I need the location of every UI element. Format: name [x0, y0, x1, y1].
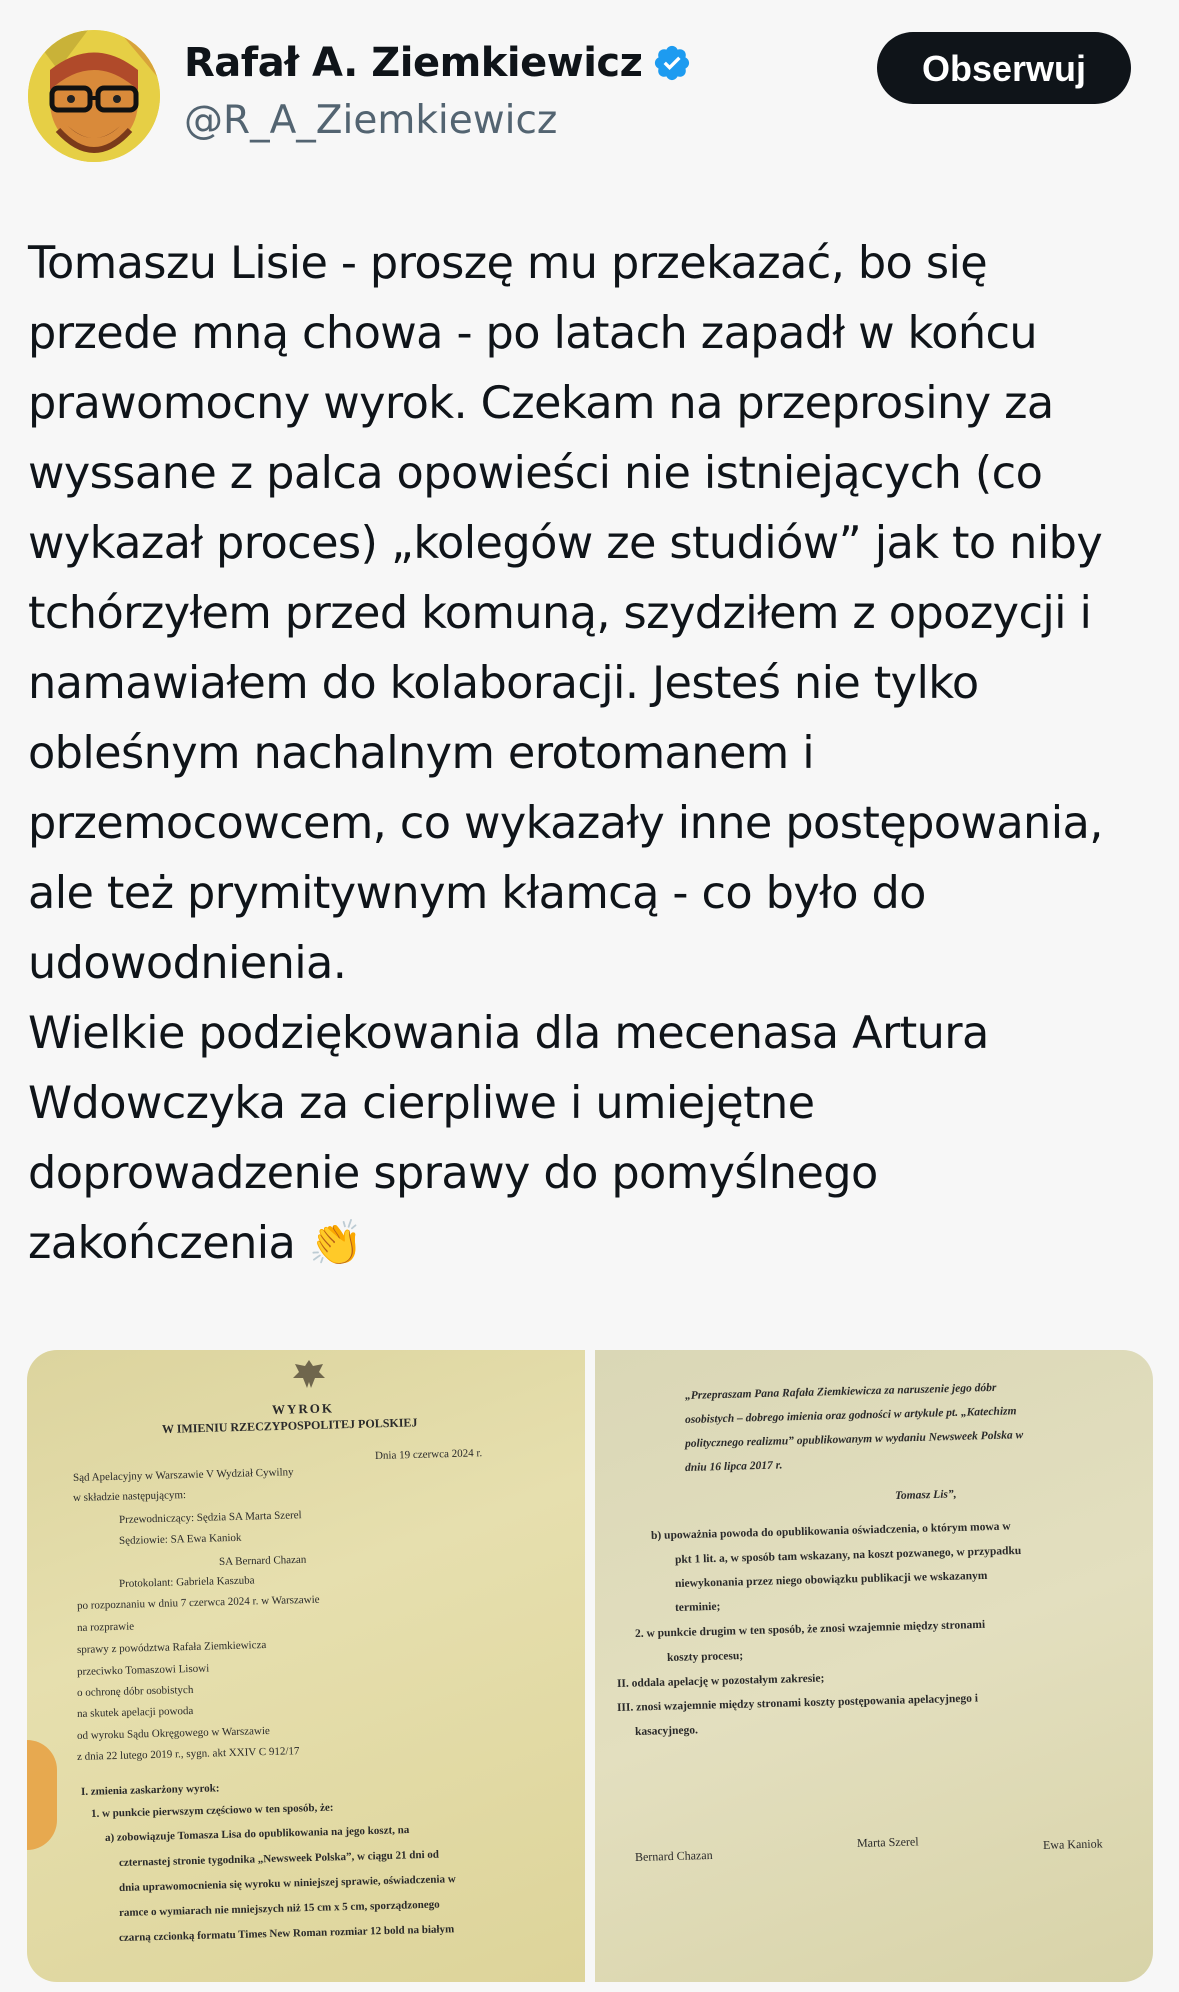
doc1-bold-line: dnia uprawomocnienia się wyroku w niniejszej sprawie, oświadczenia w — [118, 1873, 456, 1894]
caricature-avatar-icon — [28, 30, 160, 162]
tweet-text — [28, 228, 1158, 1279]
doc1-line: z dnia 22 lutego 2019 r., sygn. akt XXIV C 912/17 — [76, 1745, 300, 1763]
doc2-bold-line: 2. w punkcie drugim w ten sposób, że znosi wzajemnie między stronami — [634, 1618, 986, 1640]
doc2-judge: Ewa Kaniok — [1042, 1836, 1103, 1852]
follow-button[interactable]: Obserwuj — [877, 32, 1131, 104]
doc1-bold-line: ramce o wymiarach nie mniejszych niż 15 cm x 5 cm, sporządzonego — [118, 1898, 440, 1919]
doc1-line: po rozpoznaniu w dniu 7 czerwca 2024 r. w Warszawie — [76, 1593, 320, 1612]
doc1-line: przeciwko Tomaszowi Lisowi — [76, 1662, 210, 1678]
doc2-quote-line: politycznego realizmu” opublikowanym w wydaniu Newsweek Polska w — [684, 1429, 1024, 1450]
doc1-line: sprawy z powództwa Rafała Ziemkiewicza — [76, 1639, 267, 1656]
clapping-hands-emoji-icon: 👏 — [308, 1218, 364, 1269]
author-name[interactable]: Rafał A. Ziemkiewicz — [184, 40, 643, 86]
doc2-bold-line: b) upoważnia powoda do opublikowania oświadczenia, o którym mowa w — [650, 1520, 1011, 1542]
doc1-bold-line: 1. w punkcie pierwszym częściowo w ten sposób, że: — [90, 1801, 334, 1820]
doc2-judge: Bernard Chazan — [634, 1847, 713, 1864]
doc2-bold-line: II. oddala apelację w pozostałym zakresie; — [616, 1672, 825, 1690]
tweet-body: Tomaszu Lisie - proszę mu przekazać, bo się przede mną chowa - po latach zapadł w końcu prawomocny wyrok. Czekam na przeprosiny za wyssane z palca opowieści nie istniejących (co wykazał proces) „kolegów ze studiów” jak to niby tchórzyłem przed komuną, szydziłem z opozycji i namawiałem do kolaboracji. Jesteś nie tylko obleśnym nachalnym erotomanem i przemocowcem, co wykazały inne postępowania, ale też prymitywnym kłamcą - co było do udowodnienia. Wielkie podziękowania dla mecenasa Artura Wdowczyka za cierpliwe i umiejętne doprowadzenie sprawy do pomyślnego zakończenia — [28, 237, 1103, 1269]
author-handle[interactable]: @R_A_Ziemkiewicz — [184, 98, 558, 143]
doc2-bold-line: koszty procesu; — [666, 1650, 744, 1664]
judgment-photo-page-2[interactable] — [595, 1350, 1153, 1982]
finger-shape — [27, 1740, 57, 1850]
doc1-line: SA Bernard Chazan — [218, 1553, 307, 1568]
doc1-line: od wyroku Sądu Okręgowego w Warszawie — [76, 1724, 270, 1742]
author-name-row — [184, 40, 692, 86]
doc1-bold-line: a) zobowiązuje Tomasza Lisa do opublikowania na jego koszt, na — [104, 1824, 410, 1844]
doc1-line: o ochronę dóbr osobistych — [76, 1683, 194, 1699]
doc2-judge: Marta Szerel — [856, 1834, 919, 1850]
doc2-quote-line: „Przepraszam Pana Rafała Ziemkiewicza za naruszenie jego dóbr — [684, 1381, 997, 1402]
doc1-bold-line: czarną czcionką formatu Times New Roman rozmiar 12 bold na białym — [118, 1923, 455, 1944]
doc1-date: Dnia 19 czerwca 2024 r. — [374, 1447, 483, 1462]
doc1-line: w składzie następującym: — [72, 1489, 187, 1504]
tweet-media — [27, 1350, 1153, 1982]
doc1-line: Protokolant: Gabriela Kaszuba — [118, 1574, 255, 1590]
doc2-bold-line: niewykonania przez niego obowiązku publikacji we wskazanym — [674, 1569, 988, 1590]
doc1-title: WYROK — [271, 1400, 335, 1417]
doc2-signature: Tomasz Lis”, — [894, 1488, 957, 1502]
judgment-photo-page-1[interactable] — [27, 1350, 585, 1982]
doc1-bold-line: czternastej stronie tygodnika „Newsweek Polska”, w ciągu 21 dni od — [118, 1848, 440, 1869]
doc2-bold-line: pkt 1 lit. a, w sposób tam wskazany, na koszt pozwanego, w przypadku — [674, 1544, 1022, 1566]
doc1-line: Sąd Apelacyjny w Warszawie V Wydział Cywilny — [72, 1466, 294, 1484]
eagle-emblem-icon — [289, 1356, 329, 1392]
avatar[interactable] — [28, 30, 160, 162]
verified-badge-icon[interactable] — [652, 43, 692, 83]
tweet-header — [28, 28, 1128, 168]
doc1-line: Przewodniczący: Sędzia SA Marta Szerel — [118, 1509, 302, 1526]
doc1-line: na skutek apelacji powoda — [76, 1704, 194, 1720]
doc2-bold-line: terminie; — [674, 1600, 721, 1614]
doc2-quote-line: osobistych – dobrego imienia oraz godności w artykule pt. „Katechizm — [684, 1405, 1017, 1426]
doc2-quote-line: dniu 16 lipca 2017 r. — [684, 1459, 783, 1474]
doc2-bold-line: III. znosi wzajemnie między stronami koszty postępowania apelacyjnego i — [616, 1692, 979, 1714]
doc1-bold-line: I. zmienia zaskarżony wyrok: — [80, 1782, 220, 1798]
doc1-line: Sędziowie: SA Ewa Kaniok — [118, 1531, 242, 1547]
doc1-subtitle: W IMIENIU RZECZYPOSPOLITEJ POLSKIEJ — [161, 1415, 418, 1436]
doc2-bold-line: kasacyjnego. — [634, 1724, 699, 1738]
doc1-line: na rozprawie — [76, 1620, 135, 1634]
